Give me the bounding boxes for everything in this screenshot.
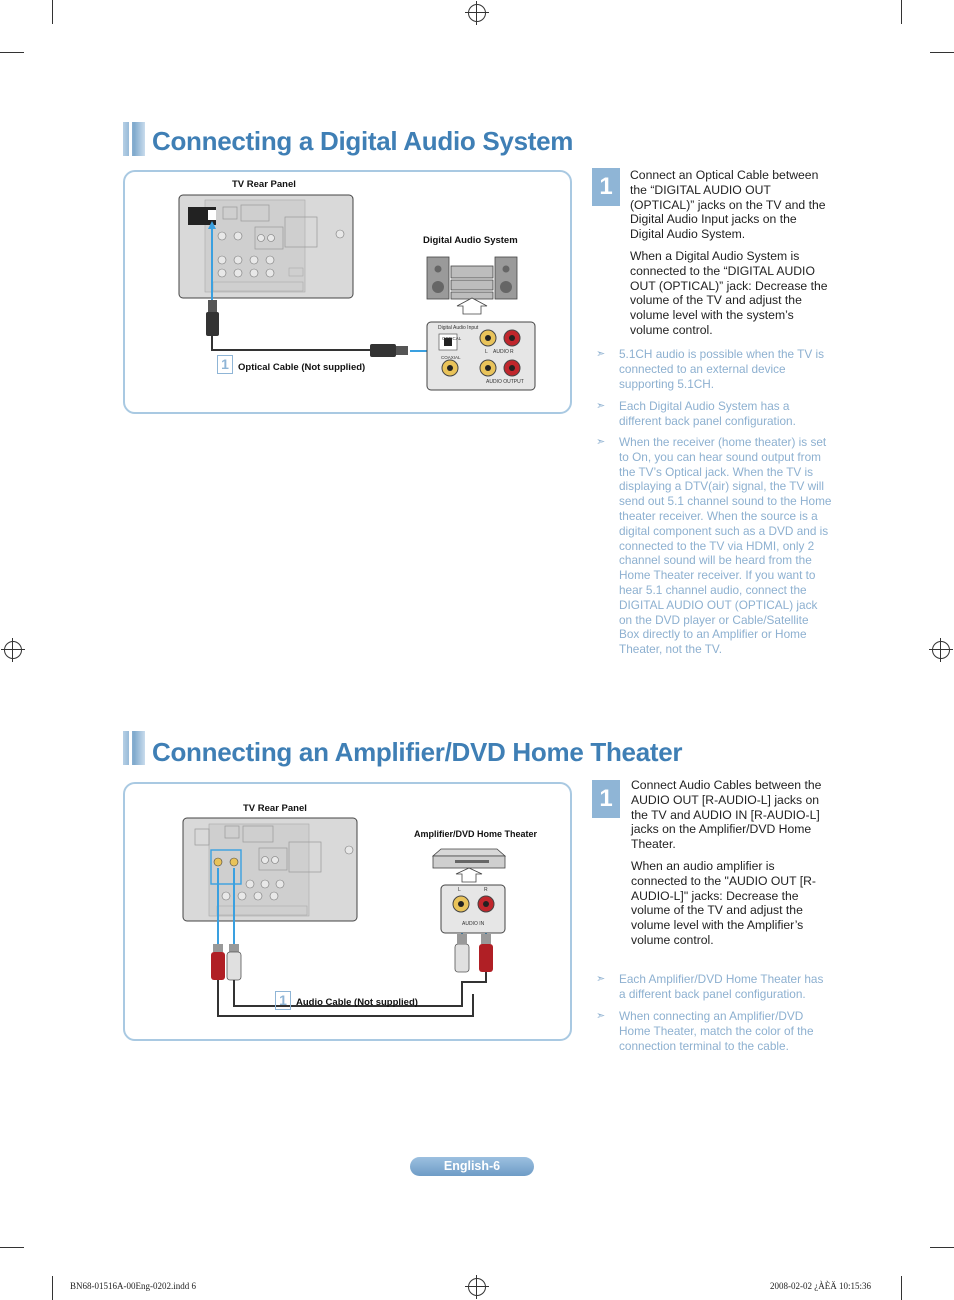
- jack-label-r: R: [484, 887, 488, 893]
- crop-mark: [930, 1247, 954, 1248]
- registration-mark-icon: [468, 4, 486, 22]
- note-arrow-icon: ➣: [596, 400, 606, 412]
- crop-mark: [901, 0, 902, 24]
- step-note: When a Digital Audio System is connected to the “DIGITAL AUDIO OUT (OPTICAL)” jack: Decrease the volume of the TV and adjust the volume level with the system’s volume control.: [630, 249, 828, 337]
- note-text: Each Digital Audio System has a different back panel configuration.: [619, 399, 796, 428]
- step-instruction: Connect Audio Cables between the AUDIO OUT [R-AUDIO-L] jacks on the TV and AUDIO IN [R-AUDIO-L] jacks on the Amplifier/DVD Home Theater.: [631, 778, 822, 852]
- section-title: Connecting a Digital Audio System: [152, 126, 574, 156]
- registration-mark-icon: [932, 641, 950, 659]
- crop-mark: [0, 52, 24, 53]
- tv-rear-panel: [183, 818, 357, 921]
- registration-mark-icon: [468, 1278, 486, 1296]
- jack-label-optical: OPTICAL: [442, 336, 462, 341]
- cable-label: Optical Cable (Not supplied): [238, 362, 366, 373]
- note-text: When connecting an Amplifier/DVD Home Theater, match the color of the connection terminal to the cable.: [619, 1009, 814, 1053]
- jack-label-coaxial: COAXIAL: [441, 355, 461, 360]
- diagram-panel: [123, 170, 572, 414]
- note-arrow-icon: ➣: [596, 436, 606, 448]
- jack-label-audio: AUDIO: [493, 349, 509, 355]
- registration-mark-icon: [4, 641, 22, 659]
- tv-rear-panel: [179, 195, 353, 298]
- digital-audio-system-icon: [427, 257, 517, 314]
- file-slug: BN68-01516A-00Eng-0202.indd 6: [70, 1281, 196, 1291]
- note-text: Each Amplifier/DVD Home Theater has a different back panel configuration.: [619, 972, 824, 1001]
- step-note: When an audio amplifier is connected to the "AUDIO OUT [R-AUDIO-L]" jacks: Decrease the volume of the TV and adjust the volume level with the Amplifier’s volume control.: [631, 859, 816, 947]
- note-text: 5.1CH audio is possible when the TV is connected to an external device supporting 5.1CH.: [619, 347, 825, 391]
- dvd-player-icon: [433, 849, 505, 882]
- diagram-panel: [123, 782, 572, 1041]
- date-slug: 2008-02-02 ¿ÀÈÄ 10:15:36: [770, 1281, 871, 1291]
- page-number: English-6: [410, 1157, 534, 1176]
- digital-audio-diagram: [125, 172, 570, 412]
- step-instruction: Connect an Optical Cable between the “DIGITAL AUDIO OUT (OPTICAL)” jacks on the TV and the Digital Audio Input jacks on the Digital Audio System.: [630, 168, 826, 242]
- jack-label-l: L: [458, 887, 461, 893]
- section-title-bar: [123, 122, 145, 156]
- crop-mark: [52, 0, 53, 24]
- device-label: Amplifier/DVD Home Theater: [414, 829, 538, 839]
- cable-number-badge: 1: [275, 991, 291, 1010]
- section-title: Connecting an Amplifier/DVD Home Theater: [152, 737, 683, 767]
- tv-rear-panel-label: TV Rear Panel: [243, 803, 307, 814]
- jack-label-input: Digital Audio Input: [438, 325, 479, 331]
- crop-mark: [930, 52, 954, 53]
- note-arrow-icon: ➣: [596, 973, 606, 985]
- note-arrow-icon: ➣: [596, 1010, 606, 1022]
- step-number: 1: [592, 168, 620, 206]
- jack-label-output: AUDIO OUTPUT: [486, 379, 524, 385]
- jack-label-r: R: [510, 349, 514, 355]
- tv-rear-panel-label: TV Rear Panel: [232, 179, 296, 190]
- jack-label-l: L: [485, 349, 488, 355]
- note-arrow-icon: ➣: [596, 348, 606, 360]
- crop-mark: [901, 1276, 902, 1300]
- step-number: 1: [592, 780, 620, 818]
- crop-mark: [0, 1247, 24, 1248]
- cable-number-badge: 1: [217, 355, 233, 374]
- crop-mark: [52, 1276, 53, 1300]
- section-title-bar: [123, 731, 145, 765]
- note-text: When the receiver (home theater) is set to On, you can hear sound output from the TV’s Optical jack. When the TV is displaying a DTV(air) signal, the TV will send out 5.1 channel sound to the Home theater receiver. When the source is a digital component such as a DVD and is connected to the TV via HDMI, only 2 channel sound will be heard from the Home Theater receiver. If you want to hear 5.1 channel audio, connect the DIGITAL AUDIO OUT (OPTICAL) jack on the DVD player or Cable/Satellite Box directly to an Amplifier or Home Theater, not the TV.: [619, 435, 832, 657]
- device-label: Digital Audio System: [423, 235, 518, 246]
- cable-label: Audio Cable (Not supplied): [296, 997, 418, 1008]
- jack-label-audio-in: AUDIO IN: [462, 921, 485, 927]
